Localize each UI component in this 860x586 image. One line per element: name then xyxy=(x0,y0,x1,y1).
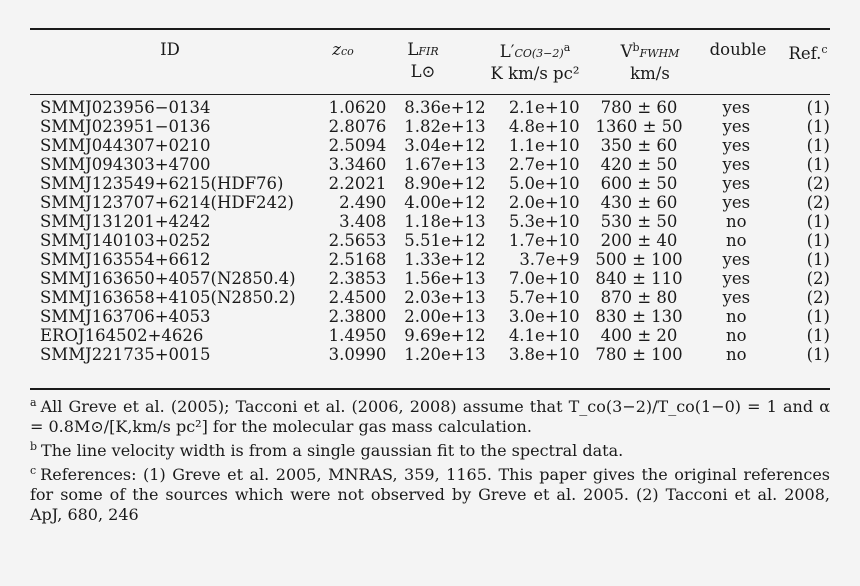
col-header-double-label: double xyxy=(709,40,767,59)
col-header-lco-sup: a xyxy=(563,41,571,54)
col-header-z-label: z xyxy=(332,40,341,59)
top-rule xyxy=(30,28,830,30)
cell-id: SMMJ163706+4053 xyxy=(40,307,211,326)
cell-double: no xyxy=(726,212,747,231)
footnote-c-text: References: (1) Greve et al. 2005, MNRAS, 359, 1165. This paper gives the original references for some of the sources which were not observed by Greve et al. 2005. (2) Tacconi et al. 2008, ApJ, 680, 246 xyxy=(30,465,830,524)
col-header-ref-label: Ref. xyxy=(788,44,822,63)
cell-id: SMMJ163554+6612 xyxy=(40,250,211,269)
col-header-id-label: ID xyxy=(160,40,180,59)
cell-lco: 2.7e+10 xyxy=(508,155,580,174)
table-row xyxy=(30,269,830,288)
cell-double: yes xyxy=(722,117,751,136)
cell-z: 2.3800 xyxy=(328,307,387,326)
cell-ref: (1) xyxy=(806,345,830,364)
col-header-lco-unit: K km/s pc² xyxy=(490,64,580,83)
cell-id: SMMJ221735+0015 xyxy=(40,345,211,364)
cell-ref: (2) xyxy=(806,193,830,212)
cell-lfir: 1.56e+13 xyxy=(404,269,486,288)
col-header-lfir-unit: L⊙ xyxy=(410,62,436,81)
cell-lco: 5.7e+10 xyxy=(508,288,580,307)
cell-id: SMMJ123707+6214(HDF242) xyxy=(40,193,294,212)
cell-double: yes xyxy=(722,136,751,155)
cell-double: yes xyxy=(722,155,751,174)
cell-z: 3.3460 xyxy=(328,155,387,174)
cell-ref: (1) xyxy=(806,117,830,136)
cell-ref: (1) xyxy=(806,136,830,155)
cell-ref: (1) xyxy=(806,231,830,250)
cell-lco: 5.0e+10 xyxy=(508,174,580,193)
footnote-a xyxy=(30,393,830,437)
bottom-rule xyxy=(30,388,830,390)
cell-lfir: 8.90e+12 xyxy=(404,174,486,193)
cell-ref: (1) xyxy=(806,250,830,269)
cell-z: 2.2021 xyxy=(328,174,387,193)
cell-id: SMMJ023951−0136 xyxy=(40,117,211,136)
footnote-b-text: The line velocity width is from a single gaussian fit to the spectral data. xyxy=(41,441,624,460)
footnotes xyxy=(30,393,830,525)
cell-lco: 4.1e+10 xyxy=(508,326,580,345)
cell-lco: 7.0e+10 xyxy=(508,269,580,288)
cell-z: 2.3853 xyxy=(328,269,387,288)
col-header-lfir-label: L xyxy=(407,40,419,59)
col-header-vfwhm-label: V xyxy=(620,42,633,61)
cell-double: yes xyxy=(722,288,751,307)
cell-vfwhm: 780 ± 100 xyxy=(595,345,683,364)
cell-lfir: 5.51e+12 xyxy=(404,231,486,250)
cell-lfir: 9.69e+12 xyxy=(404,326,486,345)
col-header-vfwhm xyxy=(605,38,695,84)
cell-ref: (1) xyxy=(806,307,830,326)
cell-double: yes xyxy=(722,250,751,269)
cell-lfir: 3.04e+12 xyxy=(404,136,486,155)
cell-lco: 1.1e+10 xyxy=(508,136,580,155)
cell-vfwhm: 420 ± 50 xyxy=(600,155,678,174)
cell-z: 3.0990 xyxy=(328,345,387,364)
cell-z: 2.5168 xyxy=(328,250,387,269)
table-row xyxy=(30,345,830,364)
table-row xyxy=(30,136,830,155)
cell-vfwhm: 600 ± 50 xyxy=(600,174,678,193)
col-header-lco xyxy=(480,38,590,84)
col-header-ref-sup: c xyxy=(821,43,828,56)
cell-double: yes xyxy=(722,174,751,193)
cell-lco: 5.3e+10 xyxy=(508,212,580,231)
cell-lfir: 1.20e+13 xyxy=(404,345,486,364)
cell-id: SMMJ163658+4105(N2850.2) xyxy=(40,288,296,307)
col-header-vfwhm-unit: km/s xyxy=(630,64,670,83)
cell-z: 2.8076 xyxy=(328,117,387,136)
footnote-c-mark: c xyxy=(30,464,37,477)
cell-z: 1.4950 xyxy=(328,326,387,345)
col-header-z-sub: co xyxy=(340,45,354,58)
table-row xyxy=(30,193,830,212)
cell-double: yes xyxy=(722,269,751,288)
cell-lfir: 2.00e+13 xyxy=(404,307,486,326)
col-header-vfwhm-sup: b xyxy=(632,41,640,54)
cell-double: no xyxy=(726,231,747,250)
cell-ref: (2) xyxy=(806,269,830,288)
cell-id: SMMJ131201+4242 xyxy=(40,212,211,231)
cell-lco: 3.7e+9 xyxy=(519,250,580,269)
cell-id: SMMJ123549+6215(HDF76) xyxy=(40,174,284,193)
cell-lfir: 1.33e+12 xyxy=(404,250,486,269)
col-header-lfir xyxy=(392,40,454,82)
cell-z: 2.4500 xyxy=(328,288,387,307)
cell-id: SMMJ023956−0134 xyxy=(40,98,211,117)
cell-double: yes xyxy=(722,193,751,212)
cell-id: SMMJ044307+0210 xyxy=(40,136,211,155)
cell-lco: 4.8e+10 xyxy=(508,117,580,136)
cell-ref: (1) xyxy=(806,98,830,117)
cell-lco: 3.0e+10 xyxy=(508,307,580,326)
cell-z: 2.490 xyxy=(339,193,387,212)
footnote-a-mark: a xyxy=(30,396,37,409)
cell-ref: (1) xyxy=(806,155,830,174)
cell-vfwhm: 830 ± 130 xyxy=(595,307,683,326)
footnote-c xyxy=(30,461,830,525)
table-row xyxy=(30,231,830,250)
cell-id: SMMJ163650+4057(N2850.4) xyxy=(40,269,296,288)
cell-lco: 2.1e+10 xyxy=(508,98,580,117)
cell-id: EROJ164502+4626 xyxy=(40,326,204,345)
col-header-lfir-sub: FIR xyxy=(418,45,439,58)
table-row xyxy=(30,326,830,345)
cell-lfir: 1.82e+13 xyxy=(404,117,486,136)
cell-lfir: 4.00e+12 xyxy=(404,193,486,212)
data-table xyxy=(30,98,830,364)
cell-z: 2.5094 xyxy=(328,136,387,155)
table-row xyxy=(30,174,830,193)
table-row xyxy=(30,117,830,136)
footnote-a-text: All Greve et al. (2005); Tacconi et al. (2006, 2008) assume that T_co(3−2)/T_co(1−0) = 1 and α = 0.8M⊙/[K,km/s pc²] for the molecular gas mass calculation. xyxy=(30,397,830,436)
cell-vfwhm: 870 ± 80 xyxy=(600,288,678,307)
col-header-id xyxy=(150,40,190,60)
col-header-z xyxy=(318,40,368,62)
cell-z: 3.408 xyxy=(339,212,387,231)
cell-double: yes xyxy=(722,98,751,117)
cell-double: no xyxy=(726,345,747,364)
cell-lco: 3.8e+10 xyxy=(508,345,580,364)
cell-id: SMMJ094303+4700 xyxy=(40,155,211,174)
cell-vfwhm: 500 ± 100 xyxy=(595,250,683,269)
cell-z: 2.5653 xyxy=(328,231,387,250)
cell-lfir: 1.18e+13 xyxy=(404,212,486,231)
cell-ref: (1) xyxy=(806,326,830,345)
col-header-vfwhm-sub: FWHM xyxy=(639,47,680,60)
cell-lfir: 1.67e+13 xyxy=(404,155,486,174)
col-header-ref xyxy=(784,40,832,64)
cell-id: SMMJ140103+0252 xyxy=(40,231,211,250)
table-row xyxy=(30,155,830,174)
cell-double: no xyxy=(726,326,747,345)
table-row xyxy=(30,307,830,326)
cell-lco: 1.7e+10 xyxy=(508,231,580,250)
table-body xyxy=(30,98,830,364)
cell-lco: 2.0e+10 xyxy=(508,193,580,212)
cell-vfwhm: 200 ± 40 xyxy=(600,231,678,250)
cell-ref: (2) xyxy=(806,288,830,307)
table-row xyxy=(30,212,830,231)
cell-lfir: 8.36e+12 xyxy=(404,98,486,117)
footnote-b-mark: b xyxy=(30,440,38,453)
cell-vfwhm: 1360 ± 50 xyxy=(595,117,683,136)
col-header-double xyxy=(705,40,771,60)
cell-vfwhm: 350 ± 60 xyxy=(600,136,678,155)
table-row xyxy=(30,288,830,307)
table-row xyxy=(30,250,830,269)
col-header-lco-label: L′ xyxy=(499,42,515,61)
header-rule xyxy=(30,94,830,95)
cell-vfwhm: 400 ± 20 xyxy=(600,326,678,345)
cell-lfir: 2.03e+13 xyxy=(404,288,486,307)
cell-vfwhm: 430 ± 60 xyxy=(600,193,678,212)
cell-vfwhm: 530 ± 50 xyxy=(600,212,678,231)
table-row xyxy=(30,98,830,117)
cell-ref: (1) xyxy=(806,212,830,231)
cell-z: 1.0620 xyxy=(328,98,387,117)
cell-vfwhm: 840 ± 110 xyxy=(595,269,683,288)
cell-double: no xyxy=(726,307,747,326)
col-header-lco-sub: CO(3−2) xyxy=(514,47,564,60)
cell-vfwhm: 780 ± 60 xyxy=(600,98,678,117)
footnote-b xyxy=(30,437,830,461)
cell-ref: (2) xyxy=(806,174,830,193)
